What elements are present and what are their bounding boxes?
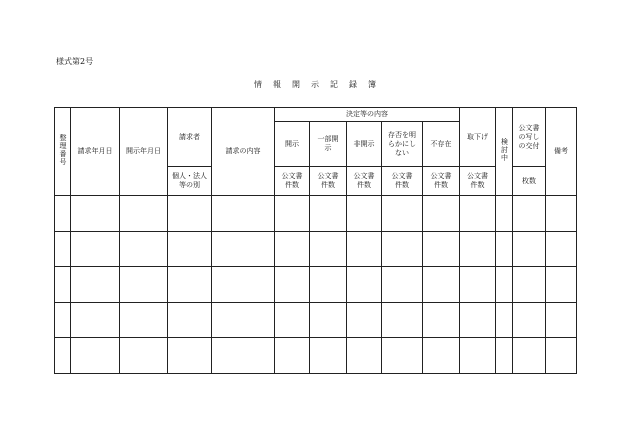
- table-cell[interactable]: [120, 196, 168, 232]
- header-torisage: 取下げ: [460, 108, 496, 167]
- table-cell[interactable]: [168, 338, 212, 374]
- header-seiri-bango: 整理番号: [55, 108, 71, 196]
- header-biko: 備考: [546, 108, 577, 196]
- table-cell[interactable]: [120, 231, 168, 267]
- table-cell[interactable]: [382, 267, 423, 303]
- table-cell[interactable]: [212, 196, 275, 232]
- table-cell[interactable]: [496, 302, 513, 338]
- header-kobunsho-utsushi: 公文書 の写し の交付: [513, 108, 546, 167]
- table-cell[interactable]: [382, 338, 423, 374]
- table-cell[interactable]: [347, 231, 382, 267]
- subheader-sonpi-kensu: 公文書 件数: [382, 167, 423, 196]
- table-cell[interactable]: [546, 231, 577, 267]
- table-cell[interactable]: [513, 302, 546, 338]
- table-cell[interactable]: [168, 231, 212, 267]
- table-cell[interactable]: [546, 196, 577, 232]
- table-cell[interactable]: [168, 302, 212, 338]
- table-cell[interactable]: [168, 267, 212, 303]
- header-kettei-group: 決定等の内容: [275, 108, 460, 122]
- header-hi-kaiji: 非開示: [347, 122, 382, 167]
- table-cell[interactable]: [275, 196, 310, 232]
- table-cell[interactable]: [55, 196, 71, 232]
- table-cell[interactable]: [496, 196, 513, 232]
- table-cell[interactable]: [55, 267, 71, 303]
- table-cell[interactable]: [496, 338, 513, 374]
- table-cell[interactable]: [120, 267, 168, 303]
- table-cell[interactable]: [347, 196, 382, 232]
- table-cell[interactable]: [55, 338, 71, 374]
- form-number: 様式第2号: [56, 57, 94, 66]
- table-cell[interactable]: [546, 267, 577, 303]
- table-cell[interactable]: [460, 302, 496, 338]
- table-cell[interactable]: [513, 231, 546, 267]
- table-cell[interactable]: [71, 302, 120, 338]
- header-seikyusha-type: 個人・法人 等の別: [168, 167, 212, 196]
- table-cell[interactable]: [423, 196, 460, 232]
- table-cell[interactable]: [71, 231, 120, 267]
- table-cell[interactable]: [275, 302, 310, 338]
- subheader-fusonzai-kensu: 公文書 件数: [423, 167, 460, 196]
- subheader-ichibu-kensu: 公文書 件数: [310, 167, 347, 196]
- table-cell[interactable]: [546, 302, 577, 338]
- records-ledger-table: [54, 107, 577, 374]
- table-cell[interactable]: [310, 196, 347, 232]
- table-cell[interactable]: [382, 302, 423, 338]
- table-cell[interactable]: [513, 267, 546, 303]
- table-row: [55, 196, 577, 232]
- table-cell[interactable]: [460, 196, 496, 232]
- table-row: [55, 338, 577, 374]
- table-cell[interactable]: [347, 267, 382, 303]
- table-cell[interactable]: [71, 196, 120, 232]
- header-kaiji: 開示: [275, 122, 310, 167]
- table-row: [55, 302, 577, 338]
- table-cell[interactable]: [120, 302, 168, 338]
- table-cell[interactable]: [212, 338, 275, 374]
- table-cell[interactable]: [71, 338, 120, 374]
- table-row: [55, 267, 577, 303]
- table-cell[interactable]: [347, 338, 382, 374]
- table-cell[interactable]: [423, 231, 460, 267]
- table-cell[interactable]: [212, 231, 275, 267]
- header-seikyu-naiyo: 請求の内容: [212, 108, 275, 196]
- header-seikyu-date: 請求年月日: [71, 108, 120, 196]
- table-cell[interactable]: [423, 267, 460, 303]
- table-cell[interactable]: [55, 231, 71, 267]
- table-cell[interactable]: [310, 302, 347, 338]
- subheader-hi-kaiji-kensu: 公文書 件数: [347, 167, 382, 196]
- ledger-data-rows: [55, 196, 577, 374]
- table-row: [55, 231, 577, 267]
- header-seikyusha: 請求者: [168, 108, 212, 167]
- table-cell[interactable]: [310, 231, 347, 267]
- header-sonpi: 存否を明 らかにし ない: [382, 122, 423, 167]
- header-kento-chu: 検討中: [496, 108, 513, 196]
- table-cell[interactable]: [496, 231, 513, 267]
- table-cell[interactable]: [460, 231, 496, 267]
- table-cell[interactable]: [168, 196, 212, 232]
- table-cell[interactable]: [423, 338, 460, 374]
- table-cell[interactable]: [513, 338, 546, 374]
- table-cell[interactable]: [347, 302, 382, 338]
- table-cell[interactable]: [513, 196, 546, 232]
- table-cell[interactable]: [310, 338, 347, 374]
- header-fusonzai: 不存在: [423, 122, 460, 167]
- table-cell[interactable]: [310, 267, 347, 303]
- table-cell[interactable]: [382, 196, 423, 232]
- table-cell[interactable]: [382, 231, 423, 267]
- table-cell[interactable]: [71, 267, 120, 303]
- subheader-maisu: 枚数: [513, 167, 546, 196]
- table-cell[interactable]: [275, 338, 310, 374]
- table-cell[interactable]: [496, 267, 513, 303]
- header-ichibu-kaiji: 一部開 示: [310, 122, 347, 167]
- table-cell[interactable]: [546, 338, 577, 374]
- table-cell[interactable]: [460, 338, 496, 374]
- table-cell[interactable]: [212, 267, 275, 303]
- table-cell[interactable]: [212, 302, 275, 338]
- table-cell[interactable]: [423, 302, 460, 338]
- table-cell[interactable]: [275, 267, 310, 303]
- table-cell[interactable]: [460, 267, 496, 303]
- table-cell[interactable]: [120, 338, 168, 374]
- table-cell[interactable]: [275, 231, 310, 267]
- header-kaiji-date: 開示年月日: [120, 108, 168, 196]
- document-title: 情報開示記録簿: [254, 80, 387, 89]
- subheader-torisage-kensu: 公文書 件数: [460, 167, 496, 196]
- table-cell[interactable]: [55, 302, 71, 338]
- subheader-kaiji-kensu: 公文書 件数: [275, 167, 310, 196]
